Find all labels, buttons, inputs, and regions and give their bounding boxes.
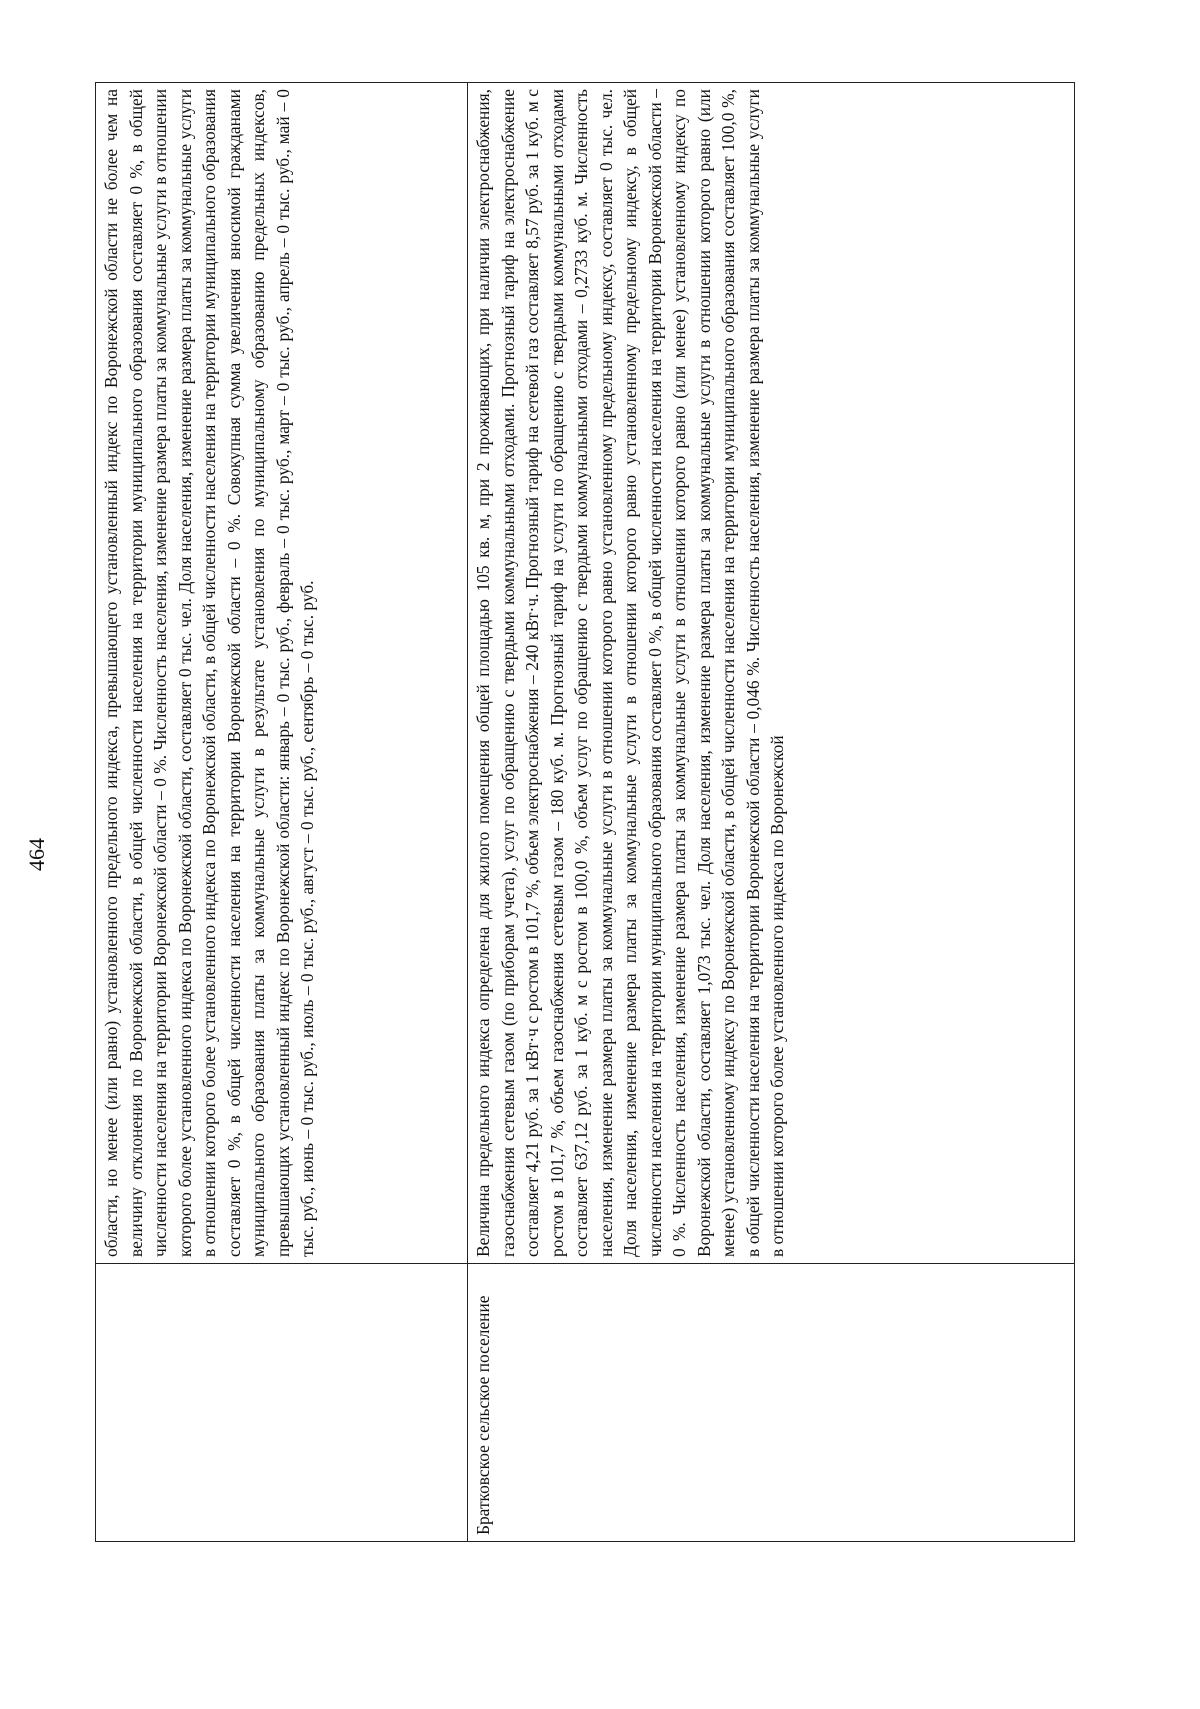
description-cell: Величина предельного индекса определена для жилого помещения общей площадью 105 кв. м, при 2 проживающих, при наличии электроснабжения, газоснабжения сетевым газом (по приборам учета), услуг по обращению с твердыми коммунальными отходами. Прогнозный тариф на электроснабжение составляет 4,21 руб. за 1 кВт·ч с ростом в 101,7 %, объем электроснабжения – 240 кВт·ч. Прогнозный тариф на сетевой газ составляет 8,57 руб. за 1 куб. м с ростом в 101,7 %, объем газоснабжения сетевым газом – 180 куб. м. Прогнозный тариф на услуги по обращению с твердыми коммунальными отходами составляет 637,12 руб. за 1 куб. м с ростом в 100,0 %, объем услуг по обращению с твердыми коммунальными отходами – 0,2733 куб. м. Численность населения, изменение размера платы за коммунальные услуги в отношении которого равно установленному предельному индексу, составляет 0 тыс. чел. Доля населения, изменение размера платы за коммунальные услуги в отношении которого равно установленному предельному индексу, в общей численности населения на территории муниципального образования составляет 0 %, в общей численности населения на территории Воронежской области – 0 %. Численность населения, изменение размера платы за коммунальные услуги в отношении которого равно (или менее) установленному индексу по Воронежской области, составляет 1,073 тыс. чел. Доля населения, изменение размера платы за коммунальные услуги в отношении которого равно (или менее) установленному индексу по Воронежской области, в общей численности населения на территории муниципального образования составляет 100,0 %, в общей численности населения на территории Воронежской области – 0,046 %. Численность населения, изменение размера платы за коммунальные услуги в отношении которого более установленного индекса по Воронежской — [468, 83, 1075, 1264]
description-cell: области, но менее (или равно) установленного предельного индекса, превышающего установленный индекс по Воронежской области не более чем на величину отклонения по Воронежской области, в общей численности населения на территории муниципального образования составляет 0 %, в общей численности населения на территории Воронежской области – 0 %. Численность населения, изменение размера платы за коммунальные услуги в отношении которого более установленного индекса по Воронежской области, составляет 0 тыс. чел. Доля населения, изменение размера платы за коммунальные услуги в отношении которого более установленного индекса по Воронежской области, в общей численности населения на территории муниципального образования составляет 0 %, в общей численности населения на территории Воронежской области – 0 %. Совокупная сумма увеличения вносимой гражданами муниципального образования платы за коммунальные услуги в результате установления по муниципальному образованию предельных индексов, превышающих установленный индекс по Воронежской области: январь – 0 тыс. руб., февраль – 0 тыс. руб., март – 0 тыс. руб., апрель – 0 тыс. руб., май – 0 тыс. руб., июнь – 0 тыс. руб., июль – 0 тыс. руб., август – 0 тыс. руб., сентябрь – 0 тыс. руб. — [96, 83, 468, 1264]
rotated-table-container — [95, 82, 1075, 1542]
table-row — [96, 83, 468, 1542]
municipality-cell: Братковское сельское поселение — [468, 1264, 1075, 1542]
index-table — [95, 82, 1075, 1542]
table-row — [468, 83, 1075, 1542]
municipality-cell — [96, 1264, 468, 1542]
page-number — [26, 0, 66, 1709]
page-number-text: 464 — [24, 838, 49, 871]
